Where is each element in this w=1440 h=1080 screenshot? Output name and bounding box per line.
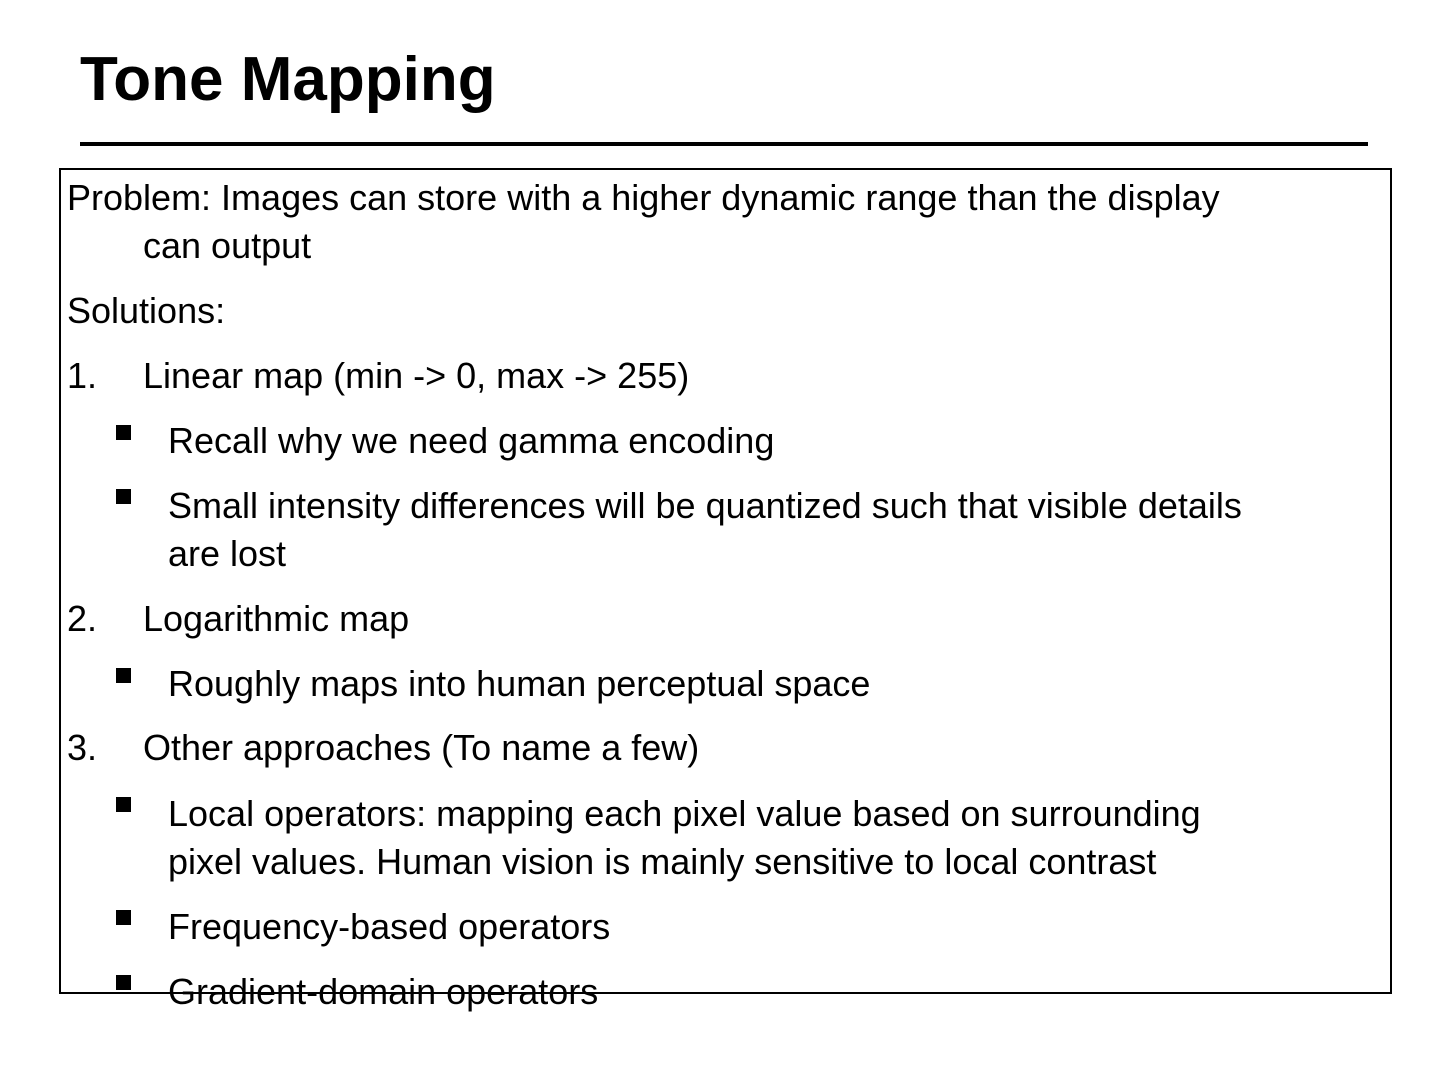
item-3-bullet-1-line-1: Local operators: mapping each pixel value based on surrounding	[168, 793, 1201, 834]
item-1-text: Linear map (min -> 0, max -> 255)	[143, 355, 690, 396]
item-3-bullet-3: Gradient-domain operators	[168, 971, 599, 1012]
item-2-number: 2.	[67, 598, 98, 639]
title-divider	[80, 142, 1368, 146]
item-3-text: Other approaches (To name a few)	[143, 727, 700, 768]
item-2-text: Logarithmic map	[143, 598, 410, 639]
item-1-bullet-2-line-1: Small intensity differences will be quantized such that visible details	[168, 485, 1242, 526]
item-1-bullet-2-line-2: are lost	[168, 533, 287, 574]
item-3-bullet-2: Frequency-based operators	[168, 906, 611, 947]
square-bullet-icon	[116, 489, 131, 504]
item-2-bullet-1: Roughly maps into human perceptual space	[168, 663, 871, 704]
square-bullet-icon	[116, 910, 131, 925]
square-bullet-icon	[116, 668, 131, 683]
problem-line-1: Problem: Images can store with a higher dynamic range than the display	[67, 177, 1220, 218]
problem-line-2: can output	[143, 225, 312, 266]
square-bullet-icon	[116, 975, 131, 990]
slide-title: Tone Mapping	[80, 45, 496, 114]
item-1-bullet-1: Recall why we need gamma encoding	[168, 420, 775, 461]
item-3-bullet-1-line-2: pixel values. Human vision is mainly sensitive to local contrast	[168, 841, 1157, 882]
item-3-number: 3.	[67, 727, 98, 768]
item-1-number: 1.	[67, 355, 98, 396]
solutions-label: Solutions:	[67, 290, 226, 331]
square-bullet-icon	[116, 425, 131, 440]
square-bullet-icon	[116, 797, 131, 812]
